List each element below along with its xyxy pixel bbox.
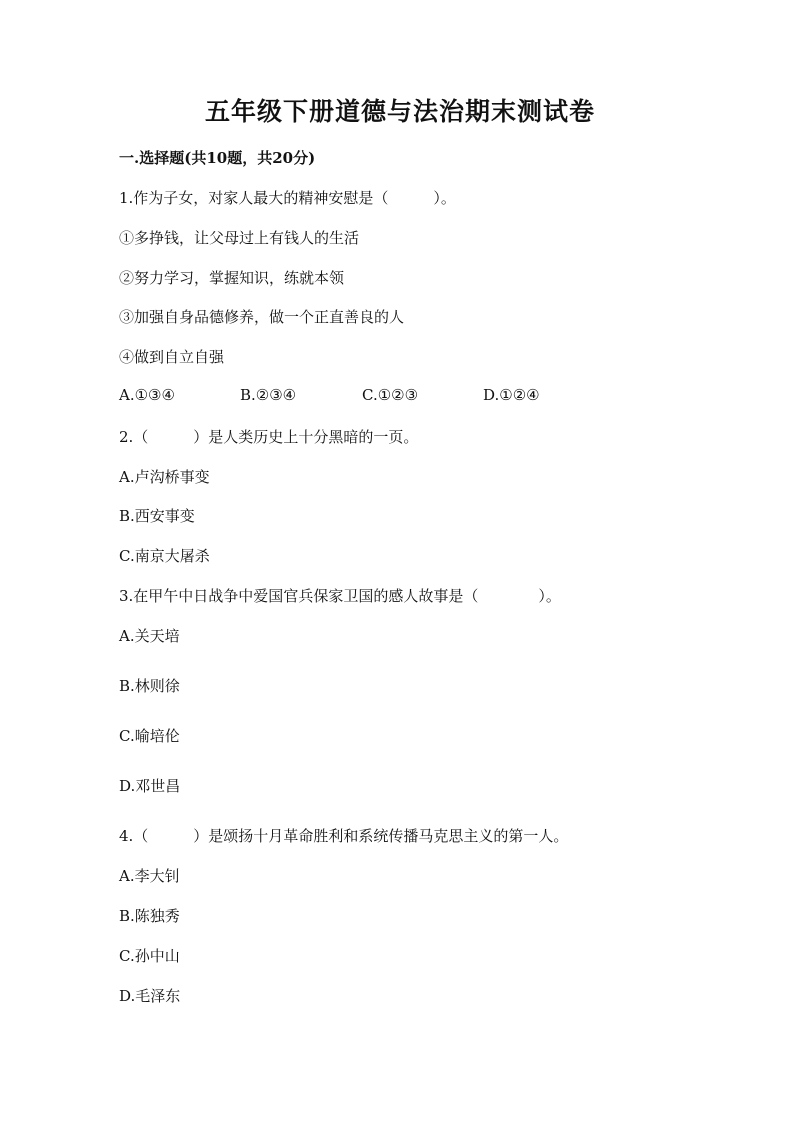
question-4-option-a: A.李大钊: [119, 867, 180, 885]
question-1-option-d: D.①②④: [483, 386, 540, 404]
question-2-option-c: C.南京大屠杀: [119, 547, 210, 565]
page-title: 五年级下册道德与法治期末测试卷: [204, 97, 595, 126]
question-1-option-a: A.①③④: [119, 386, 175, 404]
question-4-option-b: B.陈独秀: [119, 907, 180, 925]
question-1-item-1: ①多挣钱，让父母过上有钱人的生活: [119, 229, 360, 247]
question-1-option-c: C.①②③: [362, 386, 419, 404]
question-2-option-a: A.卢沟桥事变: [119, 468, 210, 486]
question-3-option-d: D.邓世昌: [119, 777, 181, 795]
question-3-stem: 3.在甲午中日战争中爱国官兵保家卫国的感人故事是（ ）。: [119, 587, 561, 605]
question-2-option-b: B.西安事变: [119, 507, 195, 525]
question-4-stem: 4.（ ）是颂扬十月革命胜利和系统传播马克思主义的第一人。: [119, 827, 569, 845]
question-1-option-b: B.②③④: [240, 386, 297, 404]
question-1-item-2: ②努力学习，掌握知识，练就本领: [119, 269, 345, 287]
question-3-option-b: B.林则徐: [119, 677, 180, 695]
question-3-option-c: C.喻培伦: [119, 727, 180, 745]
section-heading: 一.选择题(共10题，共20分): [119, 149, 316, 167]
question-2-stem: 2.（ ）是人类历史上十分黑暗的一页。: [119, 428, 419, 446]
question-4-option-d: D.毛泽东: [119, 987, 181, 1005]
question-4-option-c: C.孙中山: [119, 947, 180, 965]
question-1-stem: 1.作为子女，对家人最大的精神安慰是（ ）。: [119, 189, 456, 207]
question-1-item-3: ③加强自身品德修养，做一个正直善良的人: [119, 308, 405, 326]
question-3-option-a: A.关天培: [119, 627, 180, 645]
question-1-item-4: ④做到自立自强: [119, 348, 225, 366]
